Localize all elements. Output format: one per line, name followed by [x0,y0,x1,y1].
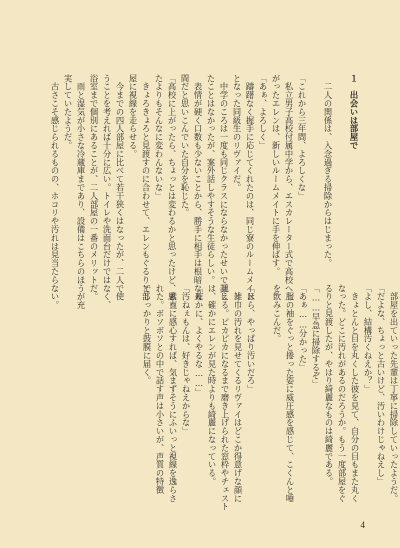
text-line: 浴室まで個別にあることが、二人部屋の一番のメリットだ。 [89,74,99,301]
page-number: 4 [360,520,365,530]
text-line: 「あぁ……分かった」 [298,284,308,372]
text-line: たことはなかったが、案外話しやすそうな生徒らしい。 [206,74,216,284]
text-line: 今までの四人部屋に比べて若干狭くはなったが、二人で使 [115,74,125,301]
text-line: 「ほら、やっぱり汚いだろ」 [246,284,256,394]
text-line: きょろきょろと見渡すのに合わせて、エレンもぐるりと部 [141,74,151,301]
text-line: 「確かに、よくやるな……」 [194,284,204,397]
text-line: 二人の関係は、入念過ぎる掃除からはじまった。 [323,74,333,268]
text-line: 古さこそ感じられるものの、ホコリや汚れは見当たらない。 [50,74,60,310]
text-line: 実していたようだ。 [63,74,73,150]
text-line: 私立男子高校付属中学から、エスカレーター式で高校へ上 [284,74,294,301]
text-line: 「あぁ、よろしく」 [258,74,268,150]
text-line: 「だよな、ちょっと古いけど、汚いわけじゃねえし」 [376,284,386,486]
text-line [257,284,270,484]
text-line: 「これから三年間、よろしくな」 [297,74,307,200]
text-line: 雑巾の汚れを見せてくるリヴァイはどこか得意げな顔に [233,284,243,503]
text-line: 間だと思いこんでいた自分を恥じた。 [180,74,190,217]
text-line: 素直に感心すれば、気まずそうにふいっと視線を逸らさ [168,284,178,503]
text-line: れた。ボソボソとの中で話す声は小さいが、声質の特徴 [155,284,165,494]
text-lines-upper [48,74,347,310]
lower-text-block [142,284,400,511]
text-line: を飲みこんだ。 [272,284,282,343]
text-line: 「高校に上がったら、ちょっとは変わるかと思ったけど、思っ [167,74,177,310]
text-line: 「汚ねぇもんは、好きじゃねえからな」 [181,284,191,436]
text-line: は、確かにエレンが見た時よりも綺麗になっている。 [207,284,217,486]
text-line: 雨と湿気が小さな冷蔵庫まであり、設備はこちらのほうが充 [76,74,86,310]
text-line: 「……早急に掃除するぞ」 [311,284,321,389]
text-line: うことを考えれば十分に広い。トイレや洗面台だけではなく、 [102,74,112,310]
text-line: でしっかりと鼓膜に届く。 [142,284,152,385]
text-line: 「よし、結構汚くねえか？」 [363,284,373,394]
text-line: たよりもそんなに変わんないな」 [154,74,164,200]
text-line: なった。どこに汚れがあるのだろうか。もう一度部屋をぐ [337,284,347,503]
text-line: 中学のころは一度も同じクラスにならなかったせいで話し [219,74,229,301]
chapter-heading: １ 出会いは部屋で [349,74,359,150]
text-line: がったエレンは、新しいルームメイトに手を伸ばす。 [271,74,281,276]
text-line: 屋に視線を走らせる。 [128,74,138,158]
text-line: 服の袖をぐっと捲った姿に威圧感を感じて、こくんと唾 [285,284,295,503]
text-line: 表情が硬く口数も少ないことから、勝手に相手は根暗な人 [193,74,203,301]
main-text-block [48,74,360,310]
text-line: るりと見渡したが、やはり綺麗なものは綺麗である。 [324,284,334,486]
text-line: 躊躇なく握手に応じてくれたのは、同じ寮のルームメイト [245,74,255,301]
text-line [308,74,321,284]
text-line: となった同級生のリヴァイだ。 [232,74,242,192]
text-lines-lower [140,284,400,511]
text-line: きょとんと目を丸くした彼を見て、自分の目もまた丸く [350,284,360,503]
text-line: 部屋を出ていった先輩は丁寧に掃除していったようだ。 [389,284,399,503]
text-line [334,74,347,284]
text-line: 見える。ピカピカになるまで磨き上げられた窓枠やチェスト [220,284,230,511]
